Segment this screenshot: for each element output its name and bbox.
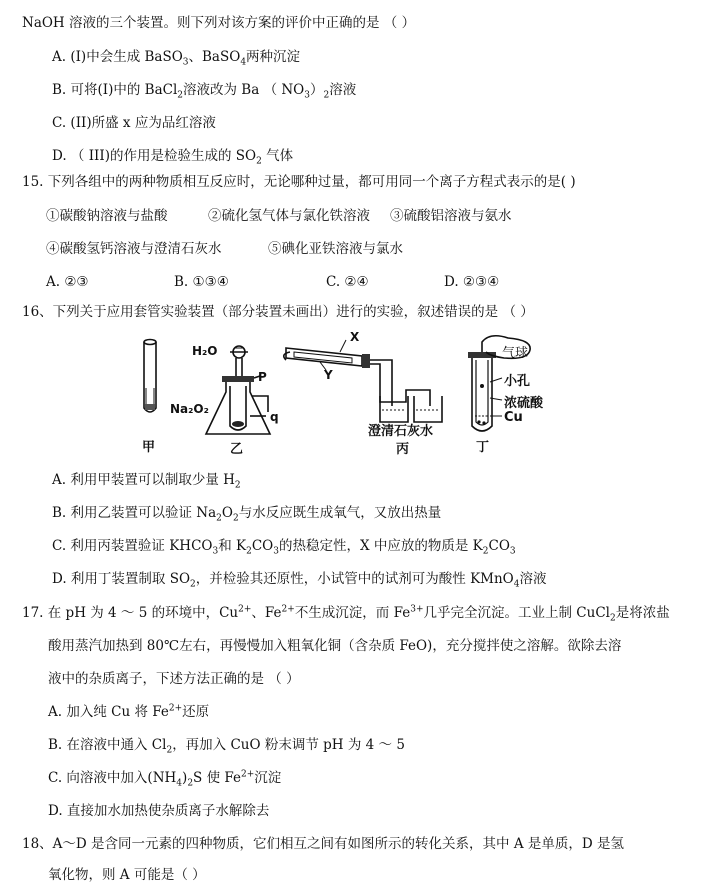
q14-stem-tail: NaOH 溶液的三个装置。则下列对该方案的评价中正确的是 （ ） (22, 15, 416, 31)
q14-option-c: C. (II)所盛 x 应为品红溶液 (52, 115, 216, 131)
q16-option-c: C. 利用丙装置验证 $KHCO_3$和 $K_2CO_3$的热稳定性，X 中应放的物质是 $K_2CO_3$ (52, 538, 516, 557)
q15-choice-d: D. ②③④ (444, 274, 500, 290)
q15-item-2: ②硫化氢气体与氯化铁溶液 (208, 208, 370, 224)
q17-stem-line2: 酸用蒸汽加热到 80℃左右，再慢慢加入粗氧化铜（含杂质 FeO)，充分搅拌使之溶解。欲除去溶 (48, 638, 622, 654)
q16-option-d: D. 利用丁装置制取 $SO_2$，并检验其还原性，小试管中的试剂可为酸性 KMnO$_4$溶液 (52, 571, 547, 590)
q17-option-b: B. 在溶液中通入 $Cl_2$，再加入 CuO 粉末调节 pH 为 4 ～ 5 (48, 737, 405, 756)
q18-stem-line1: 18、A～D 是含同一元素的四种物质，它们相互之间有如图所示的转化关系，其中 A 是单质，D 是氢 (22, 836, 624, 852)
label-y: Y (324, 368, 333, 382)
label-cu: Cu (504, 410, 523, 425)
q17-option-a: A. 加入纯 Cu 将 $Fe^{2+}$还原 (48, 703, 210, 720)
q15-item-4: ④碳酸氢钙溶液与澄清石灰水 (46, 241, 222, 257)
label-q: q (270, 410, 279, 424)
q14-option-d: D. （ III)的作用是检验生成的 $SO_2$ 气体 (52, 148, 294, 167)
label-bing: 丙 (396, 442, 410, 457)
q15-choice-c: C. ②④ (326, 274, 369, 290)
q15-item-1: ①碳酸钠溶液与盐酸 (46, 208, 168, 224)
label-hole: 小孔 (504, 374, 531, 389)
label-yi: 乙 (230, 442, 244, 457)
q17-option-d: D. 直接加水加热使杂质离子水解除去 (48, 803, 270, 819)
q17-option-c: C. 向溶液中加入$(NH_4)_2S$ 使 $Fe^{2+}$沉淀 (48, 769, 282, 789)
label-x: X (350, 330, 360, 344)
q15-stem: 15. 下列各组中的两种物质相互反应时，无论哪种过量，都可用同一个离子方程式表示的是( ) (22, 174, 576, 190)
label-p: P (258, 370, 267, 384)
q15-item-5: ⑤碘化亚铁溶液与氯水 (268, 241, 403, 257)
bing-delivery-2 (370, 364, 430, 406)
bing-delivery-1 (370, 360, 392, 406)
q14-option-a: A. (I)中会生成 BaSO$_3$、BaSO$_4$两种沉淀 (52, 49, 301, 68)
bing-beaker-1 (380, 396, 408, 422)
label-acid: 浓硫酸 (504, 396, 544, 411)
q17-stem-line3: 液中的杂质离子，下述方法正确的是 （ ） (48, 671, 300, 687)
label-balloon: 气球 (502, 346, 529, 361)
q15-item-3: ③硫酸铝溶液与氨水 (390, 208, 512, 224)
q16-option-a: A. 利用甲装置可以制取少量 $H_2$ (52, 472, 241, 491)
label-h2o: H₂O (192, 344, 218, 358)
q16-apparatus-figure (130, 330, 570, 460)
label-limewater: 澄清石灰水 (368, 424, 434, 439)
q15-choice-b: B. ①③④ (174, 274, 229, 290)
q14-option-b: B. 可将(I)中的 BaCl$_2$溶液改为 Ba （ $NO_3)_2$溶液 (52, 82, 357, 101)
q17-stem-line1: 17. 在 pH 为 4 ～ 5 的环境中，$Cu^{2+}$、$Fe^{2+}$不生成沉淀，而 $Fe^{3+}$几乎完全沉淀。工业上制 CuCl$_2$是将浓盐 (22, 604, 670, 624)
label-jia: 甲 (142, 440, 156, 455)
q15-choice-a: A. ②③ (46, 274, 89, 290)
q18-stem-line2: 氧化物，则 A 可能是（ ） (48, 867, 206, 883)
q16-stem: 16、下列关于应用套管实验装置（部分装置未画出）进行的实验，叙述错误的是 （ ） (22, 304, 534, 320)
ding-outer-tube (472, 356, 492, 431)
label-na2o2: Na₂O₂ (170, 402, 209, 416)
label-ding: 丁 (476, 440, 490, 455)
bing-beaker-2 (414, 396, 442, 422)
ding-inner-tube (476, 360, 488, 425)
q16-option-b: B. 利用乙装置可以验证 $Na_2O_2$与水反应既生成氧气，又放出热量 (52, 505, 442, 524)
